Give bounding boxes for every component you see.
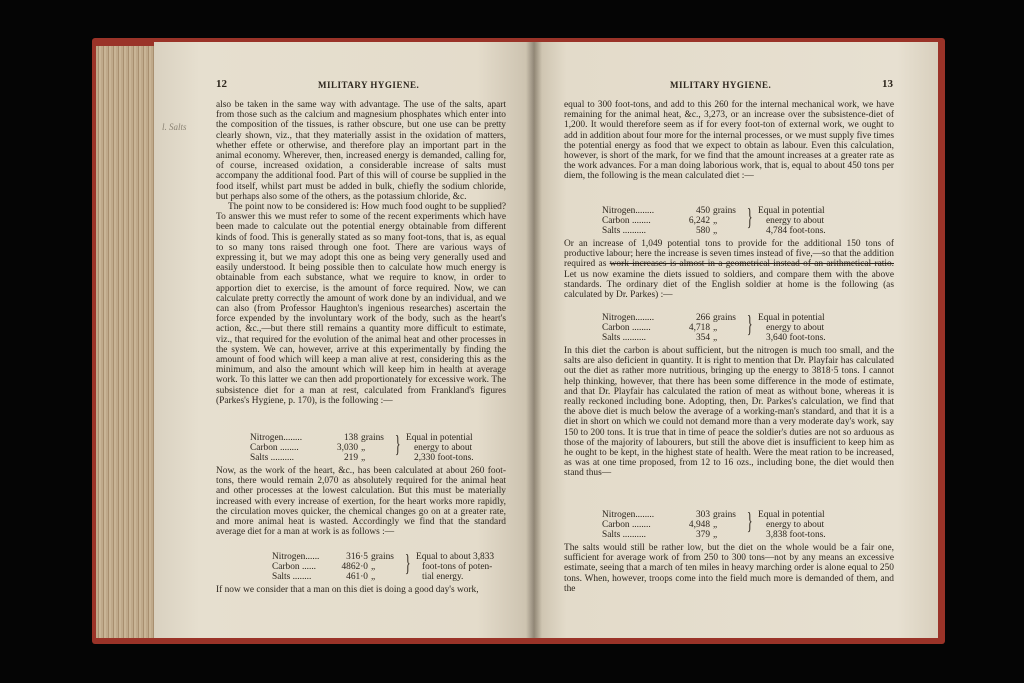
right-text-lower [564, 346, 894, 479]
energy-equivalent: Equal to about 3,833 foot-tons of poten- tial energy. [416, 552, 495, 583]
right-page [534, 42, 938, 638]
book-gutter [526, 42, 542, 638]
paragraph: In this diet the carbon is about sufficient, but the nitrogen is much too small, and the salts are also deficient in quantity. It is right to mention that Dr. Playfair has calculated out the diet as rather more nutritious, bringing up the energy to 3818·5 tons. I cannot help thinking, however, that there has been some difference in the mode of estimate, and that Dr. Playfair has calculated the ration of meat as without bone, whereas it is really reckoned including bone. Adopting, then, Dr. Parkes's calculation, we find that the above diet is much below the average of a working-man's standard, and that it is a diet in short on which we could not demand more than a very moderate day's work, say 150 to 200 tons. It is true that in time of peace the soldier's duties are not so arduous as those of the majority of labourers, but still the above diet is insufficient to keep him as he ought to be kept, in the highest state of health. Were the meat ration to be increased, as was at one time proposed, from 12 to 16 ozs., including bone, the diet would then stand thus— [564, 346, 894, 479]
paragraph: If now we consider that a man on this diet is doing a good day's work, [216, 585, 479, 595]
right-text-top [564, 100, 894, 182]
diet-table [272, 552, 512, 583]
diet-table [602, 313, 882, 344]
page-number: 12 [216, 78, 227, 90]
open-book [92, 38, 945, 644]
page-edges [96, 46, 156, 638]
brace: } [746, 205, 753, 231]
table-row: Nitrogen........ 303 grains [602, 510, 736, 520]
table-row: Salts .......... 379 „ [602, 530, 718, 541]
page-number: 13 [882, 78, 893, 90]
brace: } [746, 312, 753, 338]
left-text-top [216, 100, 506, 406]
energy-equivalent: Equal in potential energy to about 4,784 foot-tons. [758, 206, 826, 237]
paragraph: Now, as the work of the heart, &c., has been calculated at about 260 foot-tons, there would remain 2,070 as absolutely required for the animal heat and other processes at the lowest calculation. But this must be materially increased with every increase of exertion, for the heart works more rapidly, the circulation moves quicker, the chemical changes go on at a greater rate, and more animal heat is wasted. Accordingly we find that the standard average diet for a man at work is as follows :— [216, 466, 506, 538]
table-row: Carbon ........ 3,030 „ [250, 443, 366, 454]
energy-equivalent: Equal in potential energy to about 3,838 foot-tons. [758, 510, 826, 541]
brace: } [404, 551, 411, 577]
brace: } [746, 509, 753, 535]
diet-table [602, 206, 882, 237]
diet-table [250, 433, 500, 464]
struck-text: work increases is almost in a geometrical instead of an arithmetical ratio. [609, 259, 894, 270]
table-row: Salts ........ 461·0 „ [272, 572, 376, 583]
table-row: Carbon ...... 4862·0 „ [272, 562, 376, 573]
paragraph: The point now to be considered is: How much food ought to be supplied? To answer this we must refer to some of the recent experiments which have been made to calculate out the potential energy obtainable from different kinds of food. This is generally stated as so many foot-tons, that is, as equal to so many tons raised through one foot. There are various ways of expressing it, but we may adopt this one as being very generally used and easily understood. It being possible then to calculate how much energy is obtainable from each substance, what we require to know, in order to apportion diet to exercise, is the amount of force required. Now, we can calculate pretty correctly the amount of work done by an individual, and we can also (from Professor Haughton's ingenious researches) ascertain the force expended by the involuntary work of the body, such as the heart's action, &c.,—but there still remains a quantity more difficult to estimate, viz., that required for the evolution of the animal heat and other processes in the system. We can, however, arrive at this experimentally by finding the amount of food which will keep a man alive at rest, considering this as the minimum, and also the amount which will keep him in health at average work. To this latter we can then add proportionately for excessive work. The subsistence diet for a man at rest, calculated from Frankland's figures (Parkes's Hygiene, p. 170), is the following :— [216, 202, 506, 406]
table-row: Carbon ........ 6,242 „ [602, 216, 718, 227]
table-row: Salts .......... 219 „ [250, 453, 366, 464]
diet-table [602, 510, 882, 541]
table-row: Nitrogen........ 266 grains [602, 313, 736, 323]
paragraph: equal to 300 foot-tons, and add to this 260 for the internal mechanical work, we have remaining for the animal heat, &c., 3,273, or an increase over the subsistence-diet of 1,200. It would therefore seem as if for every foot-ton of external work, we ought to add in addition about four more for the internal processes, or we must supply five times the potential energy as food that we expect to obtain as labour. Even this calculation, however, is short of the mark, for we find that the amount increases at a greater rate as the work advances. For a man doing laborious work, that is, equal to about 450 tons per diem, the following is the mean calculated diet :— [564, 100, 894, 182]
energy-equivalent: Equal in potential energy to about 3,640 foot-tons. [758, 313, 826, 344]
table-row: Nitrogen........ 138 grains [250, 433, 384, 443]
table-row: Salts .......... 354 „ [602, 333, 718, 344]
paragraph: also be taken in the same way with advantage. The use of the salts, apart from those such as the calcium and magnesium phosphates which enter into the composition of the tissues, is rather obscure, but one use can be pretty clearly shown, viz., that they materially assist in the oxidation of matters, whether effete or otherwise, and therefore play an important part in the animal economy. Wherever, then, increased energy is demanded, calling for, of course, increased oxidation, a considerable increase of salts must accompany the additional food. Part of this will of course be supplied in the food itself, whilst part must be added in bulk, chiefly the sodium chloride, but perhaps also some of the others, as the potassium chloride, &c. [216, 100, 506, 202]
table-row: Nitrogen...... 316·5 grains [272, 552, 394, 562]
left-text-middle [216, 466, 506, 537]
brace: } [394, 432, 401, 458]
left-page [154, 42, 534, 638]
left-text-bottom [216, 585, 506, 595]
paragraph: Or an increase of 1,049 potential tons to provide for the additional 150 tons of productive labour; here the increase is seven times instead of five,—so that the addition required as work increases is almost in a geometrical instead of an arithmetical ratio. Let us now examine the diets issued to soldiers, and compare them with the above standards. The ordinary diet of the English soldier at home is the following (as calculated by Dr. Parkes) :— [564, 239, 894, 301]
running-header: MILITARY HYGIENE. [318, 80, 420, 90]
table-row: Carbon ........ 4,948 „ [602, 520, 718, 531]
running-header: MILITARY HYGIENE. [670, 80, 772, 90]
pencil-margin-note: l. Salts [162, 122, 187, 132]
energy-equivalent: Equal in potential energy to about 2,330 foot-tons. [406, 433, 474, 464]
table-row: Nitrogen........ 450 grains [602, 206, 736, 216]
paragraph: The salts would still be rather low, but the diet on the whole would be a fair one, sufficient for average work of from 250 to 300 tons—not by any means an excessive estimate, seeing that a march of ten miles in heavy marching order is alone equal to 250 tons. When, however, troops come into the field much more is demanded of them, and the [564, 543, 894, 594]
table-row: Salts .......... 580 „ [602, 226, 718, 237]
right-text-middle [564, 239, 894, 300]
right-text-bottom [564, 543, 894, 594]
table-row: Carbon ........ 4,718 „ [602, 323, 718, 334]
